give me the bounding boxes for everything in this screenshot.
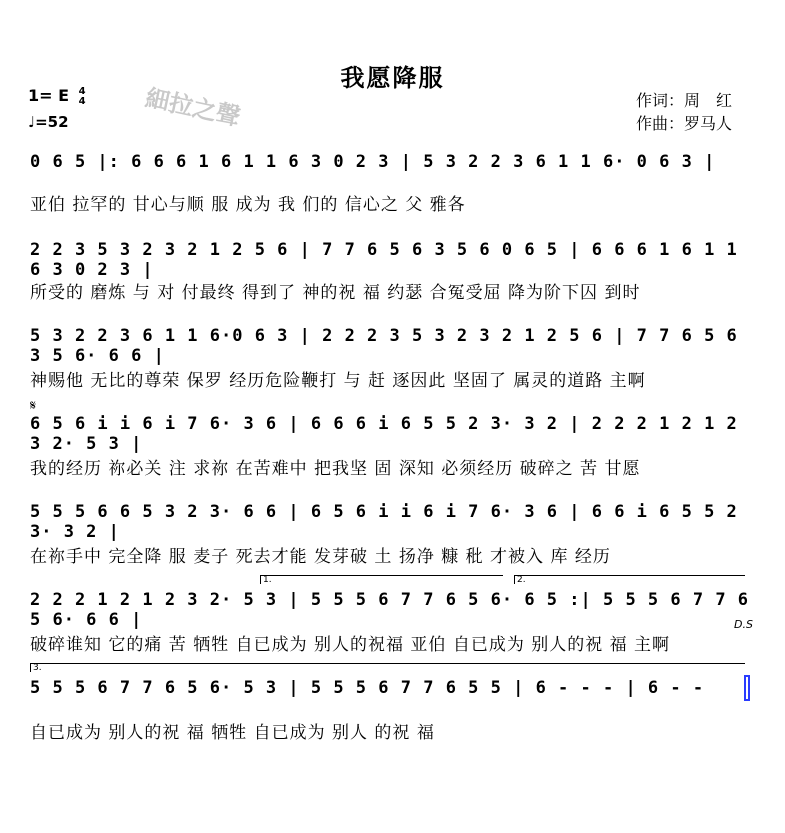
lyric-line-3: 神赐他 无比的尊荣 保罗 经历危险鞭打 与 赶 逐因此 坚固了 属灵的道路 主啊 bbox=[30, 371, 646, 391]
key-signature bbox=[28, 86, 86, 107]
staff-line-7 bbox=[30, 678, 750, 706]
time-signature-bottom: 4 bbox=[78, 95, 86, 107]
lyric-line-1: 亚伯 拉罕的 甘心与顺 服 成为 我 们的 信心之 父 雅各 bbox=[30, 195, 466, 215]
segno-sign: 𝄋 bbox=[30, 398, 37, 414]
jianpu-notes: 2 2 2 1 2 1 2 3 2· 5 3 | 5 5 5 6 7 7 6 5 6· 6 5 :| 5 5 5 6 7 7 6 5 6· 6 6 | bbox=[30, 590, 750, 630]
time-signature-top: 4 bbox=[78, 85, 86, 97]
watermark-logo: 細拉之聲 bbox=[142, 83, 243, 132]
staff-line-2 bbox=[30, 240, 750, 280]
lyricist-credit: 作词：周 红 bbox=[636, 91, 733, 110]
lyric-line-5: 在祢手中 完全降 服 麦子 死去才能 发芽破 土 扬净 糠 秕 才被入 库 经历 bbox=[30, 547, 611, 567]
lyric-line-2: 所受的 磨炼 与 对 付最终 得到了 神的祝 福 约瑟 合冤受屈 降为阶下囚 到时 bbox=[30, 283, 641, 303]
ds-mark: D.S bbox=[734, 618, 753, 631]
jianpu-notes: 0 6 5 |: 6 6 6 1 6 1 1 6 3 0 2 3 | 5 3 2 2 3 6 1 1 6· 0 6 3 | bbox=[30, 152, 716, 172]
composer-credit: 作曲：罗马人 bbox=[636, 114, 733, 133]
lyric-line-4: 我的经历 祢必关 注 求祢 在苦难中 把我坚 固 深知 必须经历 破碎之 苦 甘愿 bbox=[30, 459, 641, 479]
tempo-mark: ♩=52 bbox=[28, 113, 69, 131]
jianpu-notes: 5 5 5 6 6 5 3 2 3· 6 6 | 6 5 6 i i 6 i 7 6· 3 6 | 6 6 i 6 5 5 2 3· 3 2 | bbox=[30, 502, 738, 542]
staff-line-5 bbox=[30, 502, 750, 542]
time-signature bbox=[79, 87, 86, 107]
song-title: 我愿降服 bbox=[340, 64, 445, 92]
staff-line-1 bbox=[30, 152, 750, 180]
jianpu-notes: 6 5 6 i i 6 i 7 6· 3 6 | 6 6 6 i 6 5 5 2 3· 3 2 | 2 2 2 1 2 1 2 3 2· 5 3 | bbox=[30, 414, 738, 454]
jianpu-notes: 2 2 3 5 3 2 3 2 1 2 5 6 | 7 7 6 5 6 3 5 6 0 6 5 | 6 6 6 1 6 1 1 6 3 0 2 3 | bbox=[30, 240, 738, 280]
lyric-line-7: 自已成为 别人的祝 福 牺牲 自已成为 别人 的祝 福 bbox=[30, 723, 435, 743]
lyric-line-6: 破碎谁知 它的痛 苦 牺牲 自已成为 别人的祝福 亚伯 自已成为 别人的祝 福 主啊 bbox=[30, 635, 671, 655]
staff-line-4 bbox=[30, 414, 750, 454]
final-barline bbox=[744, 675, 750, 701]
volta-bracket-3: 3. bbox=[30, 663, 745, 672]
jianpu-notes: 5 3 2 2 3 6 1 1 6·0 6 3 | 2 2 2 3 5 3 2 3 2 1 2 5 6 | 7 7 6 5 6 3 5 6· 6 6 | bbox=[30, 326, 738, 366]
volta-bracket-1: 1. bbox=[260, 575, 503, 584]
staff-line-3 bbox=[30, 326, 750, 366]
jianpu-notes: 5 5 5 6 7 7 6 5 6· 5 3 | 5 5 5 6 7 7 6 5 5 | 6 - - - | 6 - - bbox=[30, 678, 705, 698]
key-label: 1= E bbox=[28, 86, 70, 105]
volta-bracket-2: 2. bbox=[514, 575, 745, 584]
